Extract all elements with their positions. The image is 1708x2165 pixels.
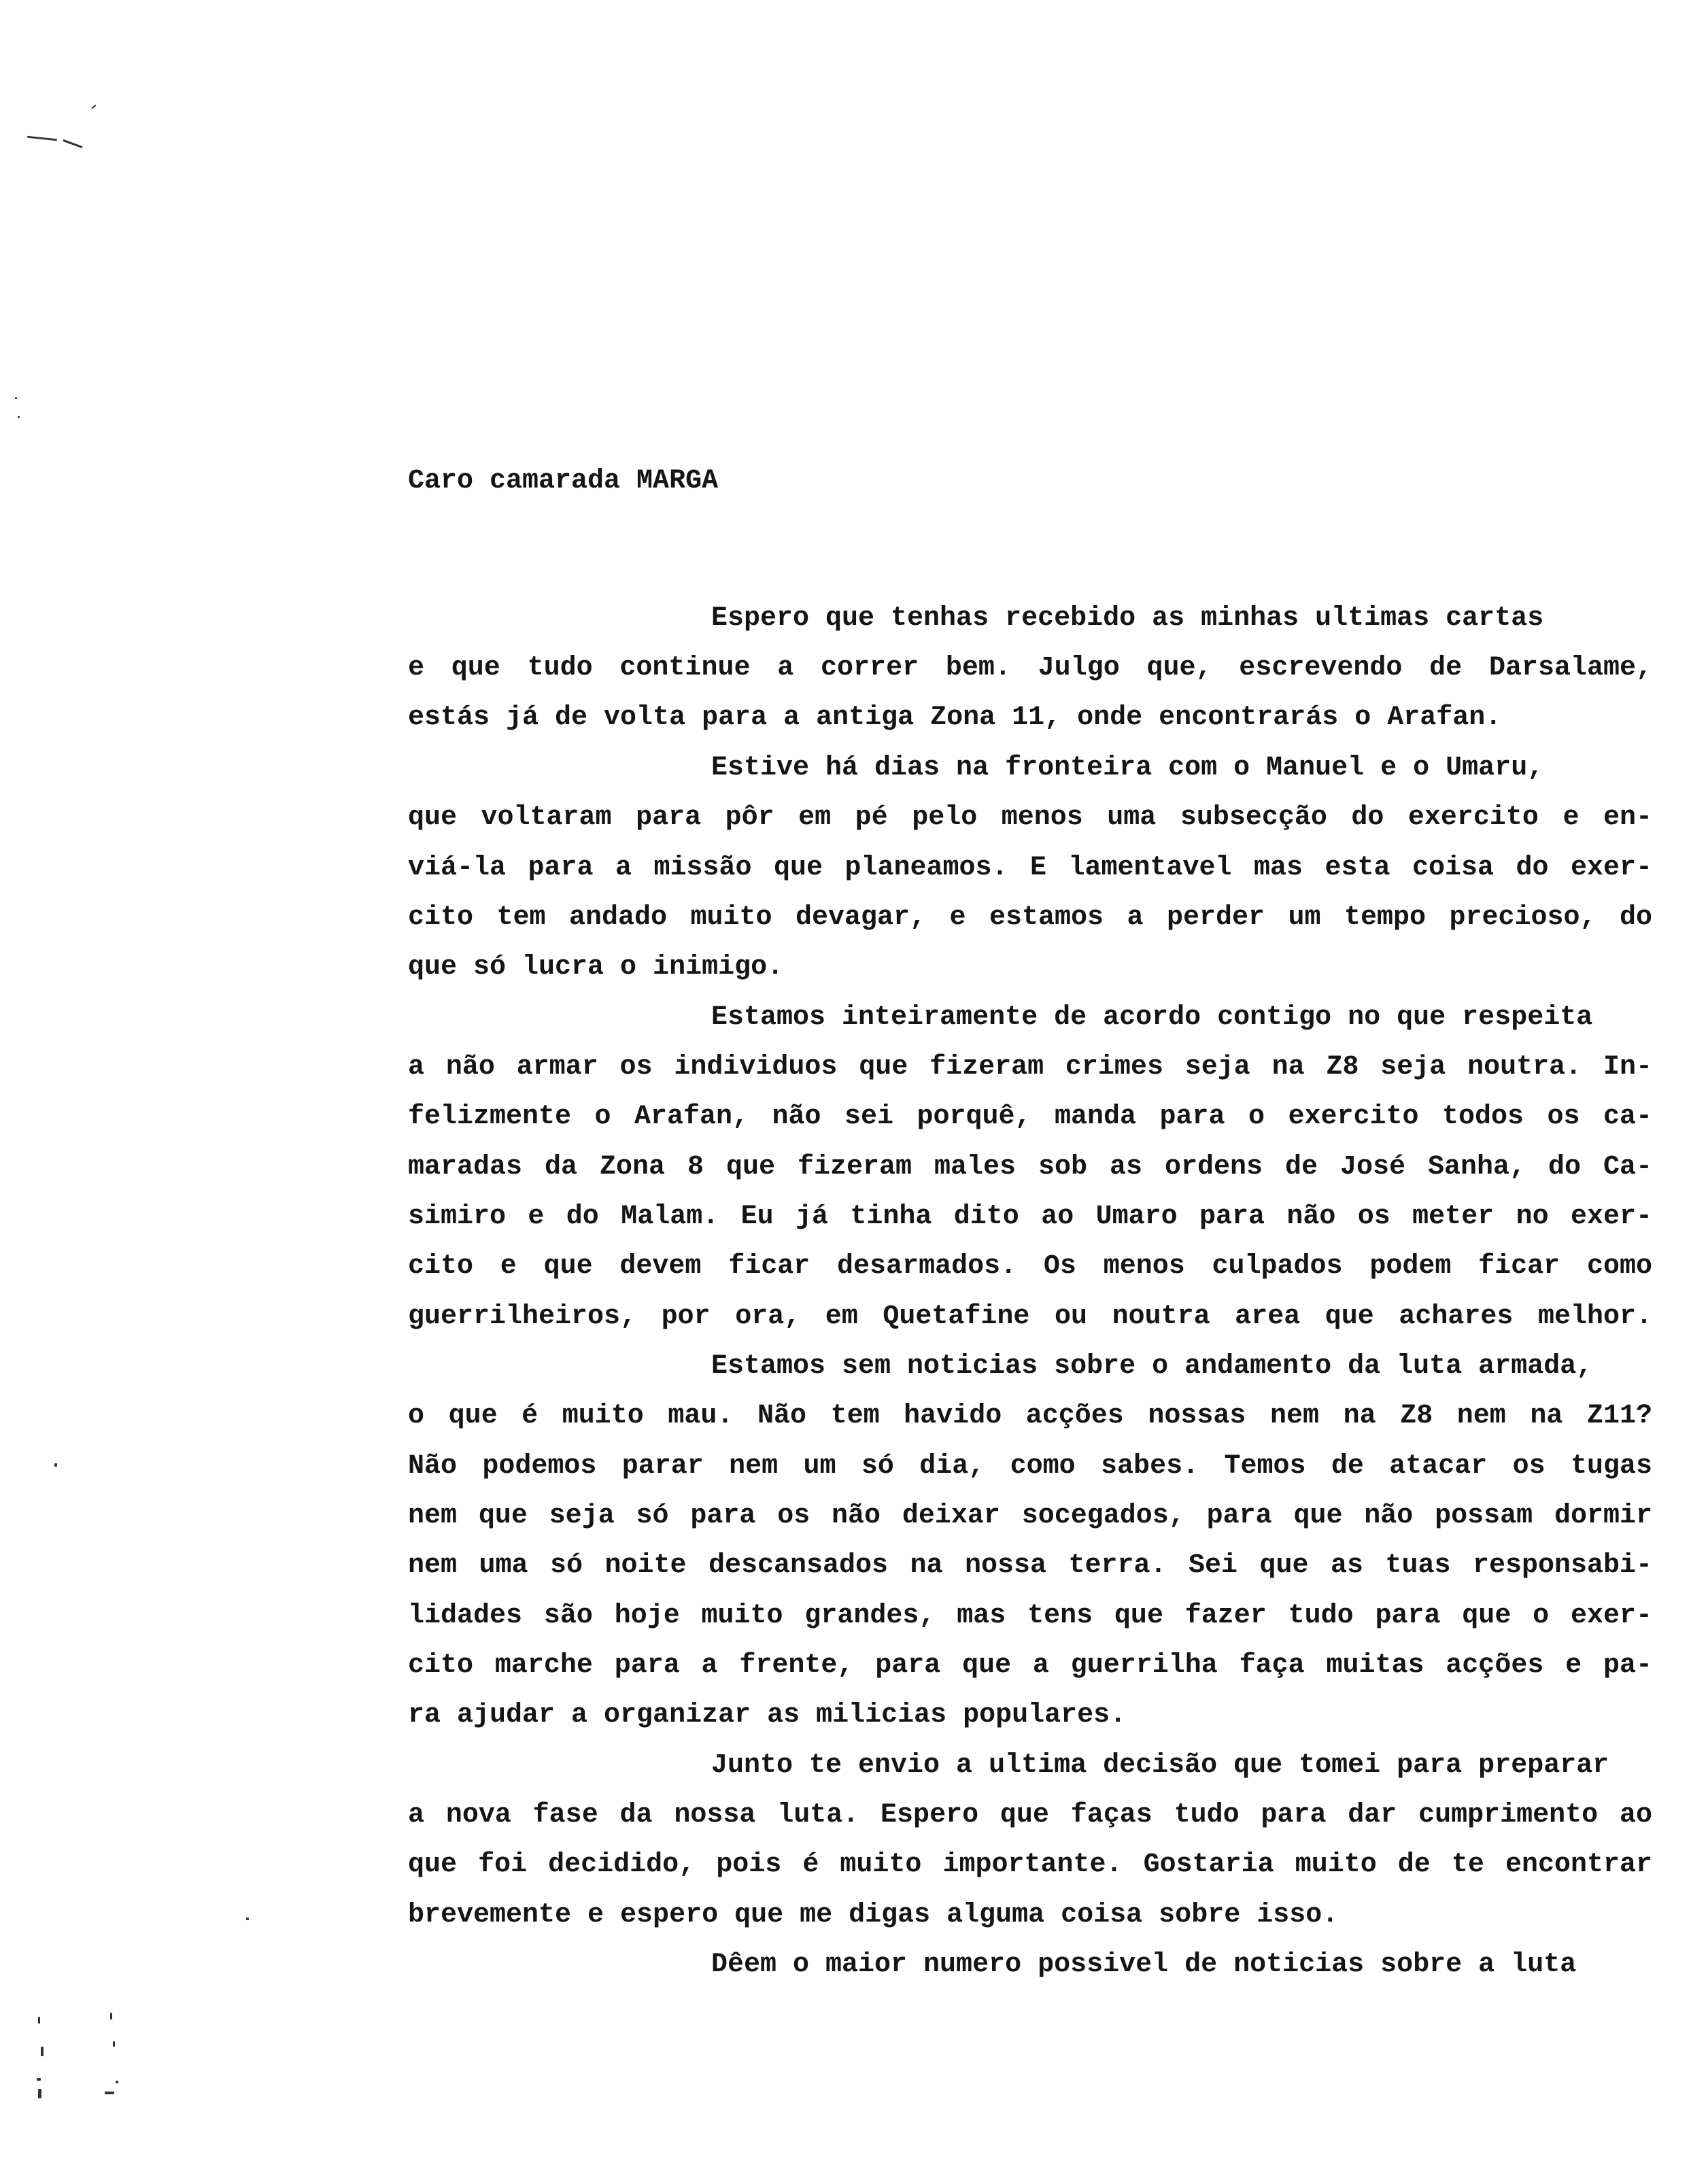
- scan-mark: [41, 2047, 44, 2056]
- scan-mark: [38, 2017, 40, 2024]
- letter-line: cito e que devem ficar desarmados. Os menos culpados podem ficar como: [408, 1251, 1652, 1282]
- scan-mark: [27, 136, 57, 141]
- letter-line: nem uma só noite descansados na nossa terra. Sei que as tuas responsabi-: [408, 1550, 1652, 1581]
- scan-mark: [113, 2041, 115, 2047]
- letter-salutation: Caro camarada MARGA: [408, 466, 719, 496]
- scan-mark: [37, 2078, 41, 2081]
- letter-line: brevemente e espero que me digas alguma coisa sobre isso.: [408, 1900, 1339, 1930]
- letter-line: Estamos sem noticias sobre o andamento da luta armada,: [711, 1351, 1593, 1382]
- scan-mark: [91, 105, 96, 109]
- letter-line: felizmente o Arafan, não sei porquê, manda para o exercito todos os ca-: [408, 1102, 1652, 1132]
- letter-line: que foi decidido, pois é muito importante. Gostaria muito de te encontrar: [408, 1849, 1652, 1880]
- letter-line: a nova fase da nossa luta. Espero que faças tudo para dar cumprimento ao: [408, 1800, 1652, 1830]
- letter-line: estás já de volta para a antiga Zona 11, onde encontrarás o Arafan.: [408, 702, 1502, 733]
- letter-line: que só lucra o inimigo.: [408, 952, 784, 983]
- letter-line: Estive há dias na fronteira com o Manuel e o Umaru,: [711, 753, 1544, 783]
- letter-line: guerrilheiros, por ora, em Quetafine ou noutra area que achares melhor.: [408, 1301, 1652, 1332]
- scan-mark: [54, 1463, 57, 1467]
- scan-mark: [116, 2081, 118, 2083]
- letter-line: simiro e do Malam. Eu já tinha dito ao Umaro para não os meter no exer-: [408, 1201, 1652, 1232]
- scan-mark: [110, 2013, 112, 2019]
- letter-line: Estamos inteiramente de acordo contigo no que respeita: [711, 1002, 1593, 1033]
- scan-mark: [246, 1917, 249, 1920]
- letter-line: lidades são hoje muito grandes, mas tens que fazer tudo para que o exer-: [408, 1601, 1652, 1631]
- scan-mark: [63, 139, 82, 148]
- letter-line: Espero que tenhas recebido as minhas ultimas cartas: [711, 603, 1544, 634]
- letter-line: ra ajudar a organizar as milicias populares.: [408, 1700, 1127, 1731]
- scan-mark: [18, 416, 20, 418]
- scan-mark: [15, 397, 17, 399]
- letter-line: Dêem o maior numero possivel de noticias sobre a luta: [711, 1949, 1577, 1980]
- scan-mark: [38, 2089, 41, 2098]
- letter-line: maradas da Zona 8 que fizeram males sob as ordens de José Sanha, do Ca-: [408, 1152, 1652, 1182]
- letter-line: que voltaram para pôr em pé pelo menos uma subsecção do exercito e en-: [408, 802, 1652, 833]
- letter-line: Não podemos parar nem um só dia, como sabes. Temos de atacar os tugas: [408, 1451, 1652, 1482]
- letter-line: o que é muito mau. Não tem havido acções nossas nem na Z8 nem na Z11?: [408, 1401, 1652, 1431]
- letter-line: nem que seja só para os não deixar socegados, para que não possam dormir: [408, 1501, 1652, 1531]
- letter-line: a não armar os individuos que fizeram crimes seja na Z8 seja noutra. In-: [408, 1052, 1652, 1082]
- letter-line: e que tudo continue a correr bem. Julgo que, escrevendo de Darsalame,: [408, 653, 1652, 683]
- letter-line: Junto te envio a ultima decisão que tomei para preparar: [711, 1750, 1609, 1781]
- letter-line: cito marche para a frente, para que a guerrilha faça muitas acções e pa-: [408, 1650, 1652, 1681]
- letter-line: viá-la para a missão que planeamos. E lamentavel mas esta coisa do exer-: [408, 853, 1652, 883]
- letter-line: cito tem andado muito devagar, e estamos a perder um tempo precioso, do: [408, 902, 1652, 933]
- scan-mark: [105, 2092, 114, 2094]
